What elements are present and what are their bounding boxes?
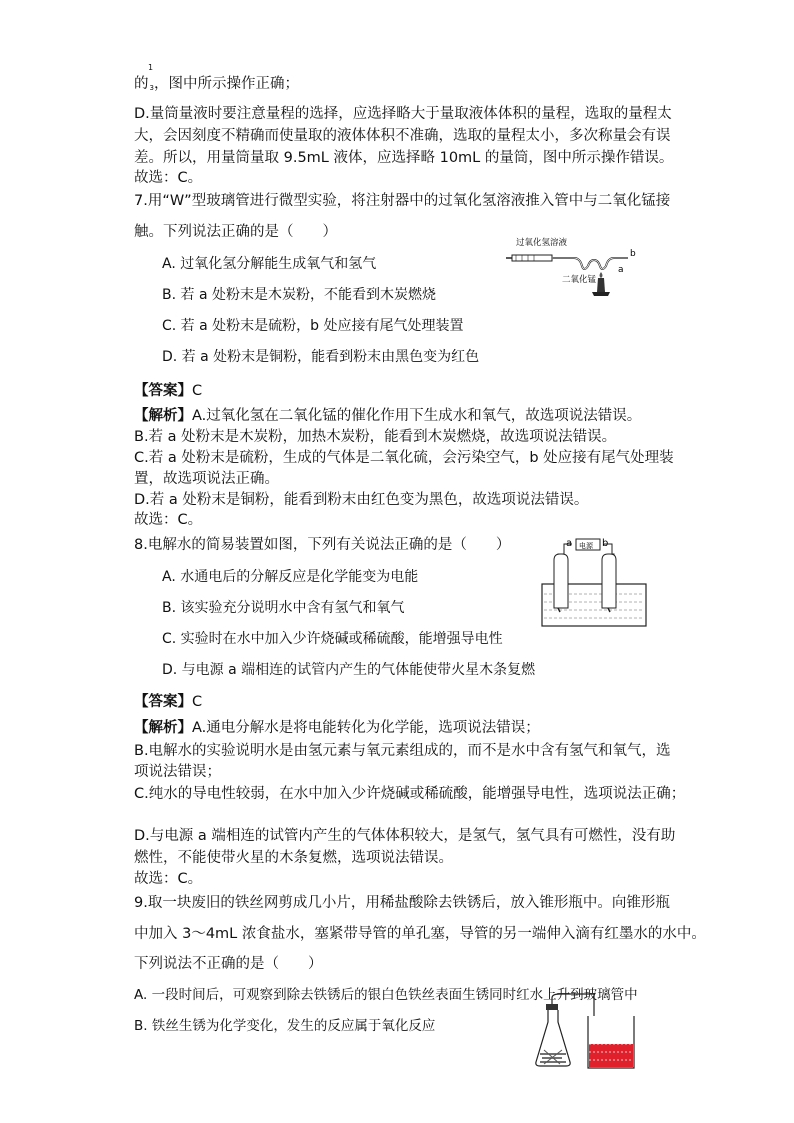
q8-analysis-text-1: A.通电分解水是将电能转化为化学能，选项说法错误；: [192, 720, 540, 736]
red-ink-water: [589, 1044, 633, 1067]
q7-analysis-1: [134, 406, 641, 426]
q8-option-b: B. 该实验充分说明水中含有氢气和氧气: [162, 600, 405, 616]
q7-option-a: A. 过氧化氢分解能生成氧气和氢气: [162, 256, 377, 272]
q9-stem-1: 9.取一块废旧的铁丝网剪成几小片，用稀盐酸除去铁锈后，放入锥形瓶中。向锥形瓶: [134, 895, 670, 911]
iron-rust-figure: [530, 992, 670, 1072]
q8-analysis-6: 燃性，不能使带火星的木条复燃，选项说法错误。: [134, 850, 453, 866]
q7-analysis-3: C.若 a 处粉末是硫粉，生成的气体是二氧化硫，会污染空气，b 处应接有尾气处理装: [134, 450, 674, 466]
top-line-1-prefix: 的: [134, 76, 149, 92]
q9-option-a: A. 一段时间后，可观察到除去铁锈后的银白色铁丝表面生锈同时红水上升到玻璃管中: [134, 987, 638, 1003]
fig-label-a: a: [618, 265, 624, 275]
q8-analysis-3: 项说法错误；: [134, 764, 221, 780]
test-tube-a-icon: [554, 554, 568, 608]
q7-analysis-tag: 【解析】: [134, 408, 192, 424]
q7-stem-1: 7.用“W”型玻璃管进行微型实验，将注射器中的过氧化氢溶液推入管中与二氧化锰接: [134, 193, 671, 209]
q7-option-d: D. 若 a 处粉末是铜粉，能看到粉末由黑色变为红色: [162, 349, 480, 365]
q8-answer-value: C: [192, 694, 203, 710]
fig-label-h2o2: 过氧化氢溶液: [516, 238, 568, 248]
fig-label-mno2: 二氧化锰: [562, 275, 597, 285]
q8-analysis-1: [134, 718, 540, 738]
electrolysis-figure: [538, 536, 662, 630]
q7-analysis-text-1: A.过氧化氢在二氧化锰的催化作用下生成水和氧气，故选项说法错误。: [192, 408, 642, 424]
q7-answer-tag: 【答案】: [134, 383, 192, 399]
fig-label-b: b: [630, 249, 636, 259]
q7-answer-value: C: [192, 383, 203, 399]
power-source-icon: [576, 539, 600, 550]
q9-option-b: B. 铁丝生锈为化学变化，发生的反应属于氧化反应: [134, 1018, 436, 1034]
q7-analysis-4: 置，故选项说法正确。: [134, 471, 279, 487]
q8-option-d: D. 与电源 a 端相连的试管内产生的气体能使带火星木条复燃: [162, 662, 536, 678]
q7-option-c: C. 若 a 处粉末是硫粉，b 处应接有尾气处理装置: [162, 318, 464, 334]
fig8-label-a: a: [566, 538, 573, 549]
q8-analysis-2: B.电解水的实验说明水是由氢元素与氧元素组成的，而不是水中含有氢气和氧气，选: [134, 743, 671, 759]
w-tube-figure: [504, 234, 644, 310]
fraction-superscript: [148, 64, 153, 72]
q8-stem: 8.电解水的简易装置如图，下列有关说法正确的是（ ）: [134, 537, 511, 553]
top-line-d3: 差。所以，用量筒量取 9.5mL 液体，应选择略 10mL 的量筒，图中所示操作错误。: [134, 150, 674, 166]
q9-stem-3: 下列说法不正确的是（ ）: [134, 956, 323, 972]
q7-analysis-5: D.若 a 处粉末是铜粉，能看到粉末由红色变为黑色，故选项说法错误。: [134, 492, 589, 508]
q7-stem-2: 触。下列说法正确的是（ ）: [134, 224, 337, 240]
top-line-1: [134, 74, 299, 98]
top-line-d2: 大，会因刻度不精确而使量取的液体体积不准确，选取的量程太小，多次称量会有误: [134, 128, 671, 144]
fraction-denominator: 3: [149, 84, 154, 92]
beaker-icon: [588, 1016, 634, 1068]
top-line-d1: D.量筒量液时要注意量程的选择，应选择略大于量取液体体积的量程，选取的量程太: [134, 106, 672, 122]
fig8-label-power: 电源: [579, 542, 593, 550]
q7-option-b: B. 若 a 处粉末是木炭粉，不能看到木炭燃烧: [162, 287, 436, 303]
q8-analysis-5: D.与电源 a 端相连的试管内产生的气体体积较大，是氢气，氢气具有可燃性，没有助: [134, 828, 676, 844]
syringe-icon: [506, 255, 552, 261]
q8-analysis-4: C.纯水的导电性较弱，在水中加入少许烧碱或稀硫酸，能增强导电性，选项说法正确；: [134, 786, 686, 802]
q8-answer-tag: 【答案】: [134, 694, 192, 710]
fig8-label-b: b: [602, 538, 609, 549]
q8-analysis-7: 故选：C。: [134, 871, 203, 887]
q7-analysis-2: B.若 a 处粉末是木炭粉，加热木炭粉，能看到木炭燃烧，故选项说法错误。: [134, 429, 617, 445]
q8-option-c: C. 实验时在水中加入少许烧碱或稀硫酸，能增强导电性: [162, 631, 503, 647]
conical-flask-icon: [536, 1004, 570, 1066]
q7-analysis-6: 故选：C。: [134, 512, 203, 528]
q8-analysis-tag: 【解析】: [134, 720, 192, 736]
test-tube-b-icon: [602, 554, 616, 608]
q9-stem-2: 中加入 3～4mL 浓食盐水，塞紧带导管的单孔塞，导管的另一端伸入滴有红墨水的水中。: [134, 926, 706, 942]
q7-answer: [134, 381, 202, 401]
top-line-1-suffix: ，图中所示操作正确；: [153, 76, 299, 92]
q8-option-a: A. 水通电后的分解反应是化学能变为电能: [162, 569, 419, 585]
q8-answer: [134, 692, 202, 712]
top-choose: 故选：C。: [134, 170, 203, 186]
fraction-numerator: 1: [148, 63, 154, 72]
